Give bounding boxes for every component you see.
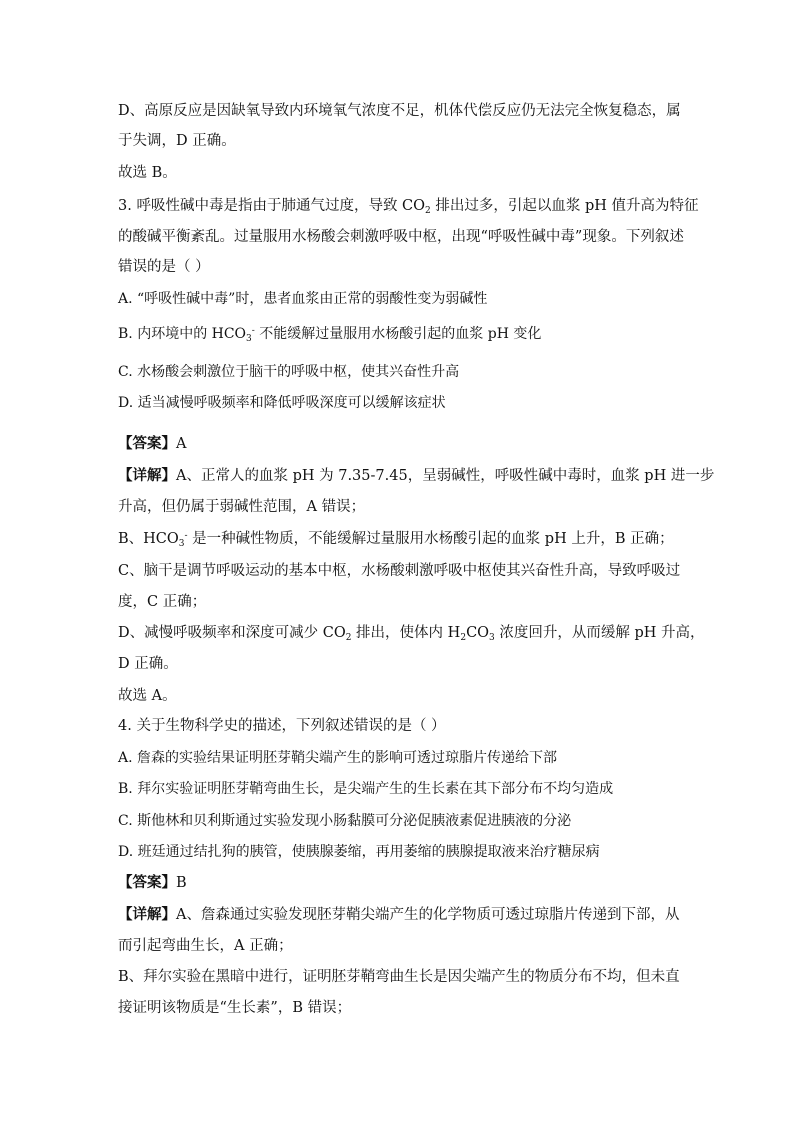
q4-option-b: B. 拜尔实验证明胚芽鞘弯曲生长，是尖端产生的生长素在其下部分布不均匀造成: [118, 781, 614, 797]
q3-explain6-text-c: CO: [466, 625, 490, 641]
q4-option-c: C. 斯他林和贝利斯通过实验发现小肠黏膜可分泌促胰液素促进胰液的分泌: [118, 813, 572, 829]
q3-option-d: D. 适当减慢呼吸频率和降低呼吸深度可以缓解该症状: [118, 395, 446, 411]
q3-explain-text1: A、正常人的血浆 pH 为 7.35-7.45，呈弱碱性，呼吸性碱中毒时，血浆 pH 进一步: [176, 468, 715, 484]
q3-explain6-text-b: 排出，使体内 H: [351, 625, 461, 641]
q3-explain-line6: [118, 623, 705, 643]
q4-answer-value: B: [176, 875, 187, 891]
q4-stem-line1: 4. 关于生物科学史的描述，下列叙述错误的是（ ）: [118, 718, 446, 734]
q4-explain-line3: B、拜尔实验在黑暗中进行，证明胚芽鞘弯曲生长是因尖端产生的物质分布不均，但未直: [118, 969, 680, 985]
q3-option-b-sub: 3: [246, 334, 252, 344]
q4-explain-line4: 接证明该物质是“生长素”，B 错误；: [118, 1000, 352, 1016]
q3-option-b-sup: -: [251, 326, 255, 336]
q4-option-d: D. 班廷通过结扎狗的胰管，使胰腺萎缩，再用萎缩的胰腺提取液来治疗糖尿病: [118, 844, 600, 860]
q3-answer: [118, 434, 186, 454]
q3-option-a: A. “呼吸性碱中毒”时，患者血浆由正常的弱酸性变为弱碱性: [118, 291, 488, 307]
q4-explain-text1: A、詹森通过实验发现胚芽鞘尖端产生的化学物质可透过琼脂片传递到下部，从: [176, 907, 680, 923]
prev-choose: 故选 B。: [118, 165, 177, 181]
q4-answer-label: 【答案】: [118, 874, 176, 891]
q3-explain3-sub: 3: [178, 539, 185, 549]
q3-option-c: C. 水杨酸会刺激位于脑干的呼吸中枢，使其兴奋性升高: [118, 364, 460, 380]
q3-stem-text-a: 3. 呼吸性碱中毒是指由于肺通气过度，导致 CO: [118, 198, 426, 214]
q3-explain-line5: 度，C 正确；: [118, 594, 207, 610]
q4-explain-line1: [118, 905, 679, 925]
q3-explain6-sub3: 3: [489, 633, 495, 643]
q3-stem-sub: 2: [425, 206, 431, 216]
q3-explain6-sub1: 2: [345, 633, 352, 643]
q3-explain6-sub2: 2: [460, 633, 467, 643]
q3-explain-line3: [118, 529, 674, 549]
q3-answer-label: 【答案】: [118, 435, 176, 452]
q4-answer: [118, 873, 187, 893]
q3-explain-line1: [118, 466, 714, 486]
q3-explain3-sup: -: [184, 531, 188, 541]
q3-option-b-text-a: B. 内环境中的 HCO: [118, 326, 247, 342]
q3-stem-line3: 错误的是（ ）: [118, 259, 210, 275]
q3-stem-line2: 的酸碱平衡紊乱。过量服用水杨酸会刺激呼吸中枢，出现“呼吸性碱中毒”现象。下列叙述: [118, 229, 684, 245]
q3-explain6-text-a: D、减慢呼吸频率和深度可减少 CO: [118, 625, 346, 641]
q3-explain-label: 【详解】: [118, 467, 176, 484]
prev-explanation-d-line2: 于失调，D 正确。: [118, 133, 236, 149]
q3-explain3-text-b: 是一种碱性物质，不能缓解过量服用水杨酸引起的血浆 pH 上升，B 正确；: [187, 531, 674, 547]
q3-stem-text-b: 排出过多，引起以血浆 pH 值升高为特征: [430, 198, 699, 214]
q3-answer-value: A: [176, 436, 187, 452]
q3-explain6-text-d: 浓度回升，从而缓解 pH 升高，: [494, 625, 705, 641]
q3-explain-line7: D 正确。: [118, 656, 178, 672]
q4-explain-line2: 而引起弯曲生长，A 正确；: [118, 938, 293, 954]
q4-explain-label: 【详解】: [118, 906, 176, 923]
q3-explain-line2: 升高，但仍属于弱碱性范围，A 错误；: [118, 499, 366, 515]
q3-option-b: [118, 324, 541, 344]
q4-option-a: A. 詹森的实验结果证明胚芽鞘尖端产生的影响可透过琼脂片传递给下部: [118, 750, 558, 766]
prev-explanation-d-line1: D、高原反应是因缺氧导致内环境氧气浓度不足，机体代偿反应仍无法完全恢复稳态，属: [118, 103, 681, 119]
q3-choose: 故选 A。: [118, 688, 177, 704]
q3-stem-line1: [118, 196, 699, 216]
q3-explain-line4: C、脑干是调节呼吸运动的基本中枢，水杨酸刺激呼吸中枢使其兴奋性升高，导致呼吸过: [118, 563, 681, 579]
q3-option-b-text-b: 不能缓解过量服用水杨酸引起的血浆 pH 变化: [254, 326, 542, 342]
q3-explain3-text-a: B、HCO: [118, 531, 179, 547]
